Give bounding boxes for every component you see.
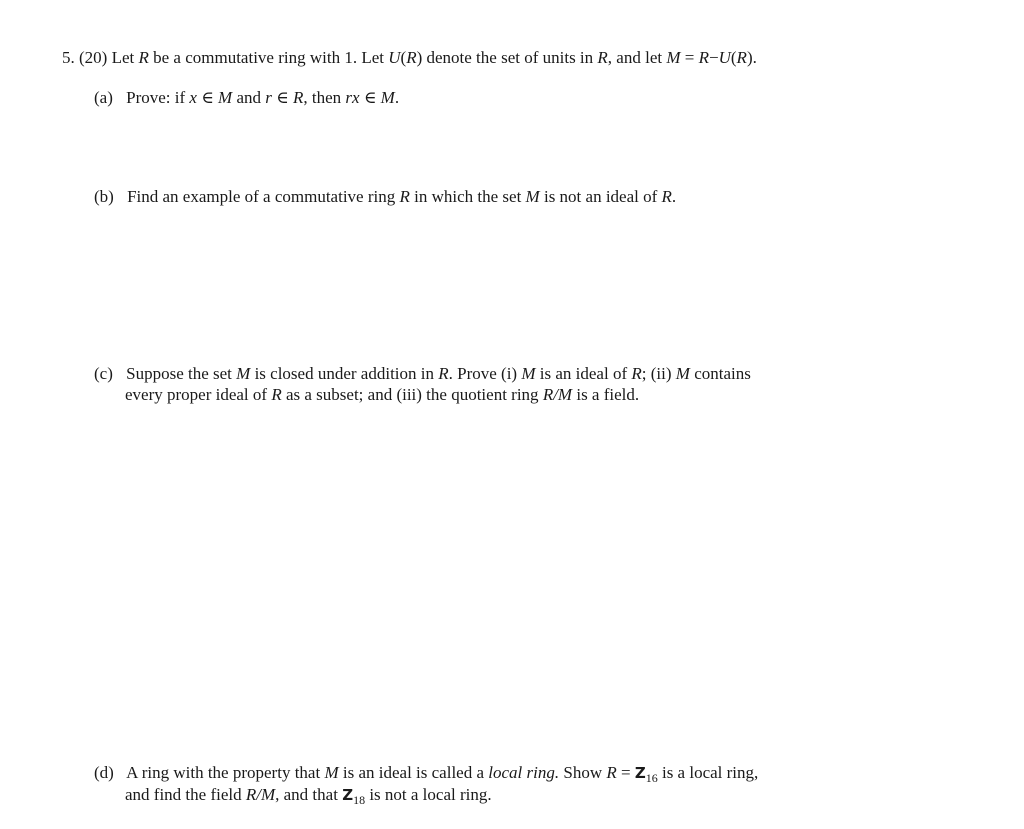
math-var: M bbox=[675, 364, 690, 383]
math-var: M bbox=[525, 187, 540, 206]
math-var: rx bbox=[345, 88, 360, 107]
math-var: R bbox=[597, 48, 608, 67]
math-op: ∈ bbox=[276, 88, 289, 107]
subscript: 16 bbox=[645, 771, 658, 785]
part-c-line-2 bbox=[125, 384, 639, 405]
text: , and let bbox=[607, 48, 663, 67]
subscript: 18 bbox=[353, 793, 366, 807]
text: , then bbox=[303, 88, 342, 107]
text: is a local ring, bbox=[661, 763, 759, 782]
part-label: (d) bbox=[94, 763, 114, 782]
text: . bbox=[394, 88, 400, 107]
math-var: U bbox=[388, 48, 401, 67]
math-var: R bbox=[399, 187, 410, 206]
math-var: R bbox=[271, 385, 282, 404]
math-var: R bbox=[736, 48, 747, 67]
math-var: R bbox=[606, 763, 617, 782]
math-op: = bbox=[684, 48, 695, 67]
text: and bbox=[236, 88, 262, 107]
integers-symbol: Z bbox=[634, 764, 646, 782]
math-var: R bbox=[698, 48, 709, 67]
text: . Prove (i) bbox=[448, 364, 518, 383]
math-var: M bbox=[521, 364, 536, 383]
part-label: (a) bbox=[94, 88, 113, 107]
text: in which the set bbox=[414, 187, 522, 206]
text: ) denote the set of units in bbox=[416, 48, 594, 67]
math-var: M bbox=[236, 364, 251, 383]
text: be a commutative ring with 1. Let bbox=[153, 48, 384, 67]
part-d-line-1 bbox=[94, 762, 758, 784]
text: is a field. bbox=[576, 385, 640, 404]
text: ). bbox=[746, 48, 757, 67]
part-c-line-1 bbox=[94, 363, 751, 384]
math-var: M bbox=[666, 48, 681, 67]
math-op: = bbox=[620, 763, 631, 782]
text: is not a local ring. bbox=[369, 785, 492, 804]
text: Suppose the set bbox=[126, 364, 232, 383]
math-var: R bbox=[631, 364, 642, 383]
text: ( bbox=[400, 48, 407, 67]
math-var: R bbox=[438, 364, 449, 383]
math-var: r bbox=[265, 88, 272, 107]
problem-points: (20) bbox=[79, 48, 108, 67]
emphasis: local ring. bbox=[488, 763, 560, 782]
integers-symbol: Z bbox=[342, 786, 354, 804]
part-label: (c) bbox=[94, 364, 113, 383]
text: ( bbox=[730, 48, 737, 67]
text: contains bbox=[694, 364, 751, 383]
text: is an ideal is called a bbox=[342, 763, 485, 782]
math-var: R/M bbox=[542, 385, 573, 404]
text: A ring with the property that bbox=[126, 763, 321, 782]
text: Prove: if bbox=[126, 88, 186, 107]
math-op: − bbox=[709, 48, 719, 67]
math-op: ∈ bbox=[363, 88, 377, 107]
part-a bbox=[94, 87, 399, 108]
math-var: M bbox=[324, 763, 339, 782]
math-var: R bbox=[661, 187, 672, 206]
part-d-line-2 bbox=[125, 784, 492, 806]
text: Show bbox=[563, 763, 603, 782]
math-op: ∈ bbox=[201, 88, 214, 107]
problem-number: 5. bbox=[62, 48, 75, 67]
text: ; (ii) bbox=[641, 364, 672, 383]
text: is closed under addition in bbox=[254, 364, 434, 383]
math-var: R bbox=[292, 88, 304, 107]
text: is an ideal of bbox=[539, 364, 628, 383]
text: . bbox=[671, 187, 677, 206]
text: and find the field bbox=[125, 785, 242, 804]
text: every proper ideal of bbox=[125, 385, 268, 404]
math-var: R/M bbox=[245, 785, 276, 804]
math-var: M bbox=[380, 88, 395, 107]
math-var: M bbox=[218, 88, 233, 107]
math-var: R bbox=[406, 48, 417, 67]
problem-5-statement bbox=[62, 47, 757, 68]
text: Let bbox=[111, 48, 135, 67]
math-var: R bbox=[138, 48, 149, 67]
text: Find an example of a commutative ring bbox=[127, 187, 396, 206]
part-label: (b) bbox=[94, 187, 114, 206]
text: as a subset; and (iii) the quotient ring bbox=[285, 385, 539, 404]
math-var: U bbox=[718, 48, 731, 67]
text: is not an ideal of bbox=[543, 187, 658, 206]
part-b bbox=[94, 186, 676, 207]
math-var: x bbox=[189, 88, 197, 107]
text: , and that bbox=[275, 785, 338, 804]
